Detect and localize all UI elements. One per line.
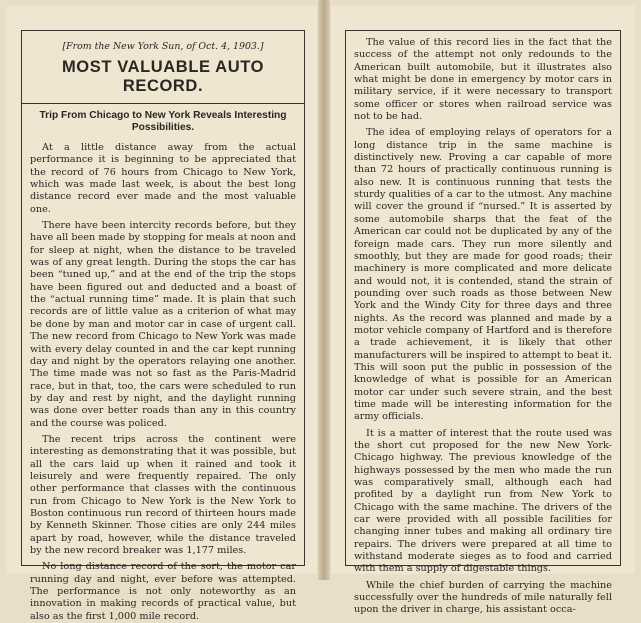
paragraph: The recent trips across the continent were interesting as demonstrating that it was possible, but all the cars laid up when it rained and took it leisurely and were frequently repaired. The only other performance that classes with the continuous run from Chicago to New York is the New York to Boston continuous run record of thirteen hours made by Kenneth Skinner. Those cities are only 244 miles apart by road, however, while the distance traveled by the new record breaker was 1,177 miles.	[30, 433, 296, 556]
paragraph: No long distance record of the sort, the motor car running day and night, ever before was attempted. The performance is not only noteworthy as an innovation in making records of practical value, but also as the first 1,000 mile record.	[30, 561, 296, 622]
paragraph: The value of this record lies in the fact that the success of the attempt not only redounds to the American built automobile, but it illustrates also what might be done in emergency by motor cars in military service, if it were necessary to transport some officer or stores when railroad service was not to be had.	[354, 37, 612, 123]
left-article-body	[22, 142, 304, 623]
right-page	[331, 6, 635, 616]
right-article-body	[346, 31, 620, 617]
paragraph: There have been intercity records before, but they have all been made by stopping for meals at noon and for sleep at night, when the distance to be traveled was of any great length. During the stops the car has been “tuned up,” and at the end of the trip the stops have been figured out and deducted and a boast of the “actual running time” made. It is plain that such records are of little value as a criterion of what may be done by man and motor car in case of urgent call. The new record from Chicago to New York was made with every delay counted in and the car kept running day and night by the operators relaying one another. The time made was not so fast as the Paris-Madrid race, but in that, too, the cars were scheduled to run by day and rest by night, and the daylight running was done over better roads than any in this country and the course was policed.	[30, 220, 296, 429]
page-gutter	[318, 0, 330, 580]
article-headline: MOST VALUABLE AUTO RECORD.	[61, 58, 265, 95]
paragraph: The idea of employing relays of operators for a long distance trip in the same machine is distinctively new. Proving a car capable of more than 72 hours of practically continuous running is also new. It is continuous running that tests the sturdy qualities of a car to the utmost. Any machine will cover the ground if “nursed.” It is asserted by some automobile sharps that the feat of the American car could not be duplicated by any of the foreign made cars. They run more silently and smoothly, but they are made for good roads; their machinery is more complicated and more delicate and would not, it is contended, stand the strain of pounding over such roads as those between New York and the Windy City for three days and three nights. As the record was planned and made by a motor vehicle company of Hartford and is therefore a trade achievement, it is likely that other manufacturers will be inspired to attempt to beat it. This will soon put the public in possession of the knowledge of what is possible for an American motor car under such severe strain, and the best time made will be interesting information for the army officials.	[354, 127, 612, 423]
article-subhead: Trip From Chicago to New York Reveals Interesting Possibilities.	[39, 110, 287, 133]
left-page	[6, 6, 317, 622]
paragraph: It is a matter of interest that the route used was the short cut proposed for the new New York-Chicago highway. The previous knowledge of the highways possessed by the men who made the run was comparatively small, although each had profited by a daylight run from New York to Chicago with the same machine. The drivers of the car were provided with all possible facilities for changing inner tubes and making all ordinary tire repairs. The drivers were prepared at all time to withstand moderate sieges as to food and carried with them a supply of digestable things.	[354, 427, 612, 575]
headline-rule	[22, 103, 304, 104]
left-page-frame	[21, 30, 305, 622]
right-page-frame	[345, 30, 621, 616]
paragraph: At a little distance away from the actual performance it is beginning to be appreciated that the record of 76 hours from Chicago to New York, which was made last week, is about the best long distance record ever made and the most valuable one.	[30, 142, 296, 215]
source-citation: [From the New York Sun, of Oct. 4, 1903.]	[62, 41, 264, 52]
paragraph: While the chief burden of carrying the machine successfully over the hundreds of mile naturally fell upon the driver in charge, his assistant occa-	[354, 579, 612, 616]
